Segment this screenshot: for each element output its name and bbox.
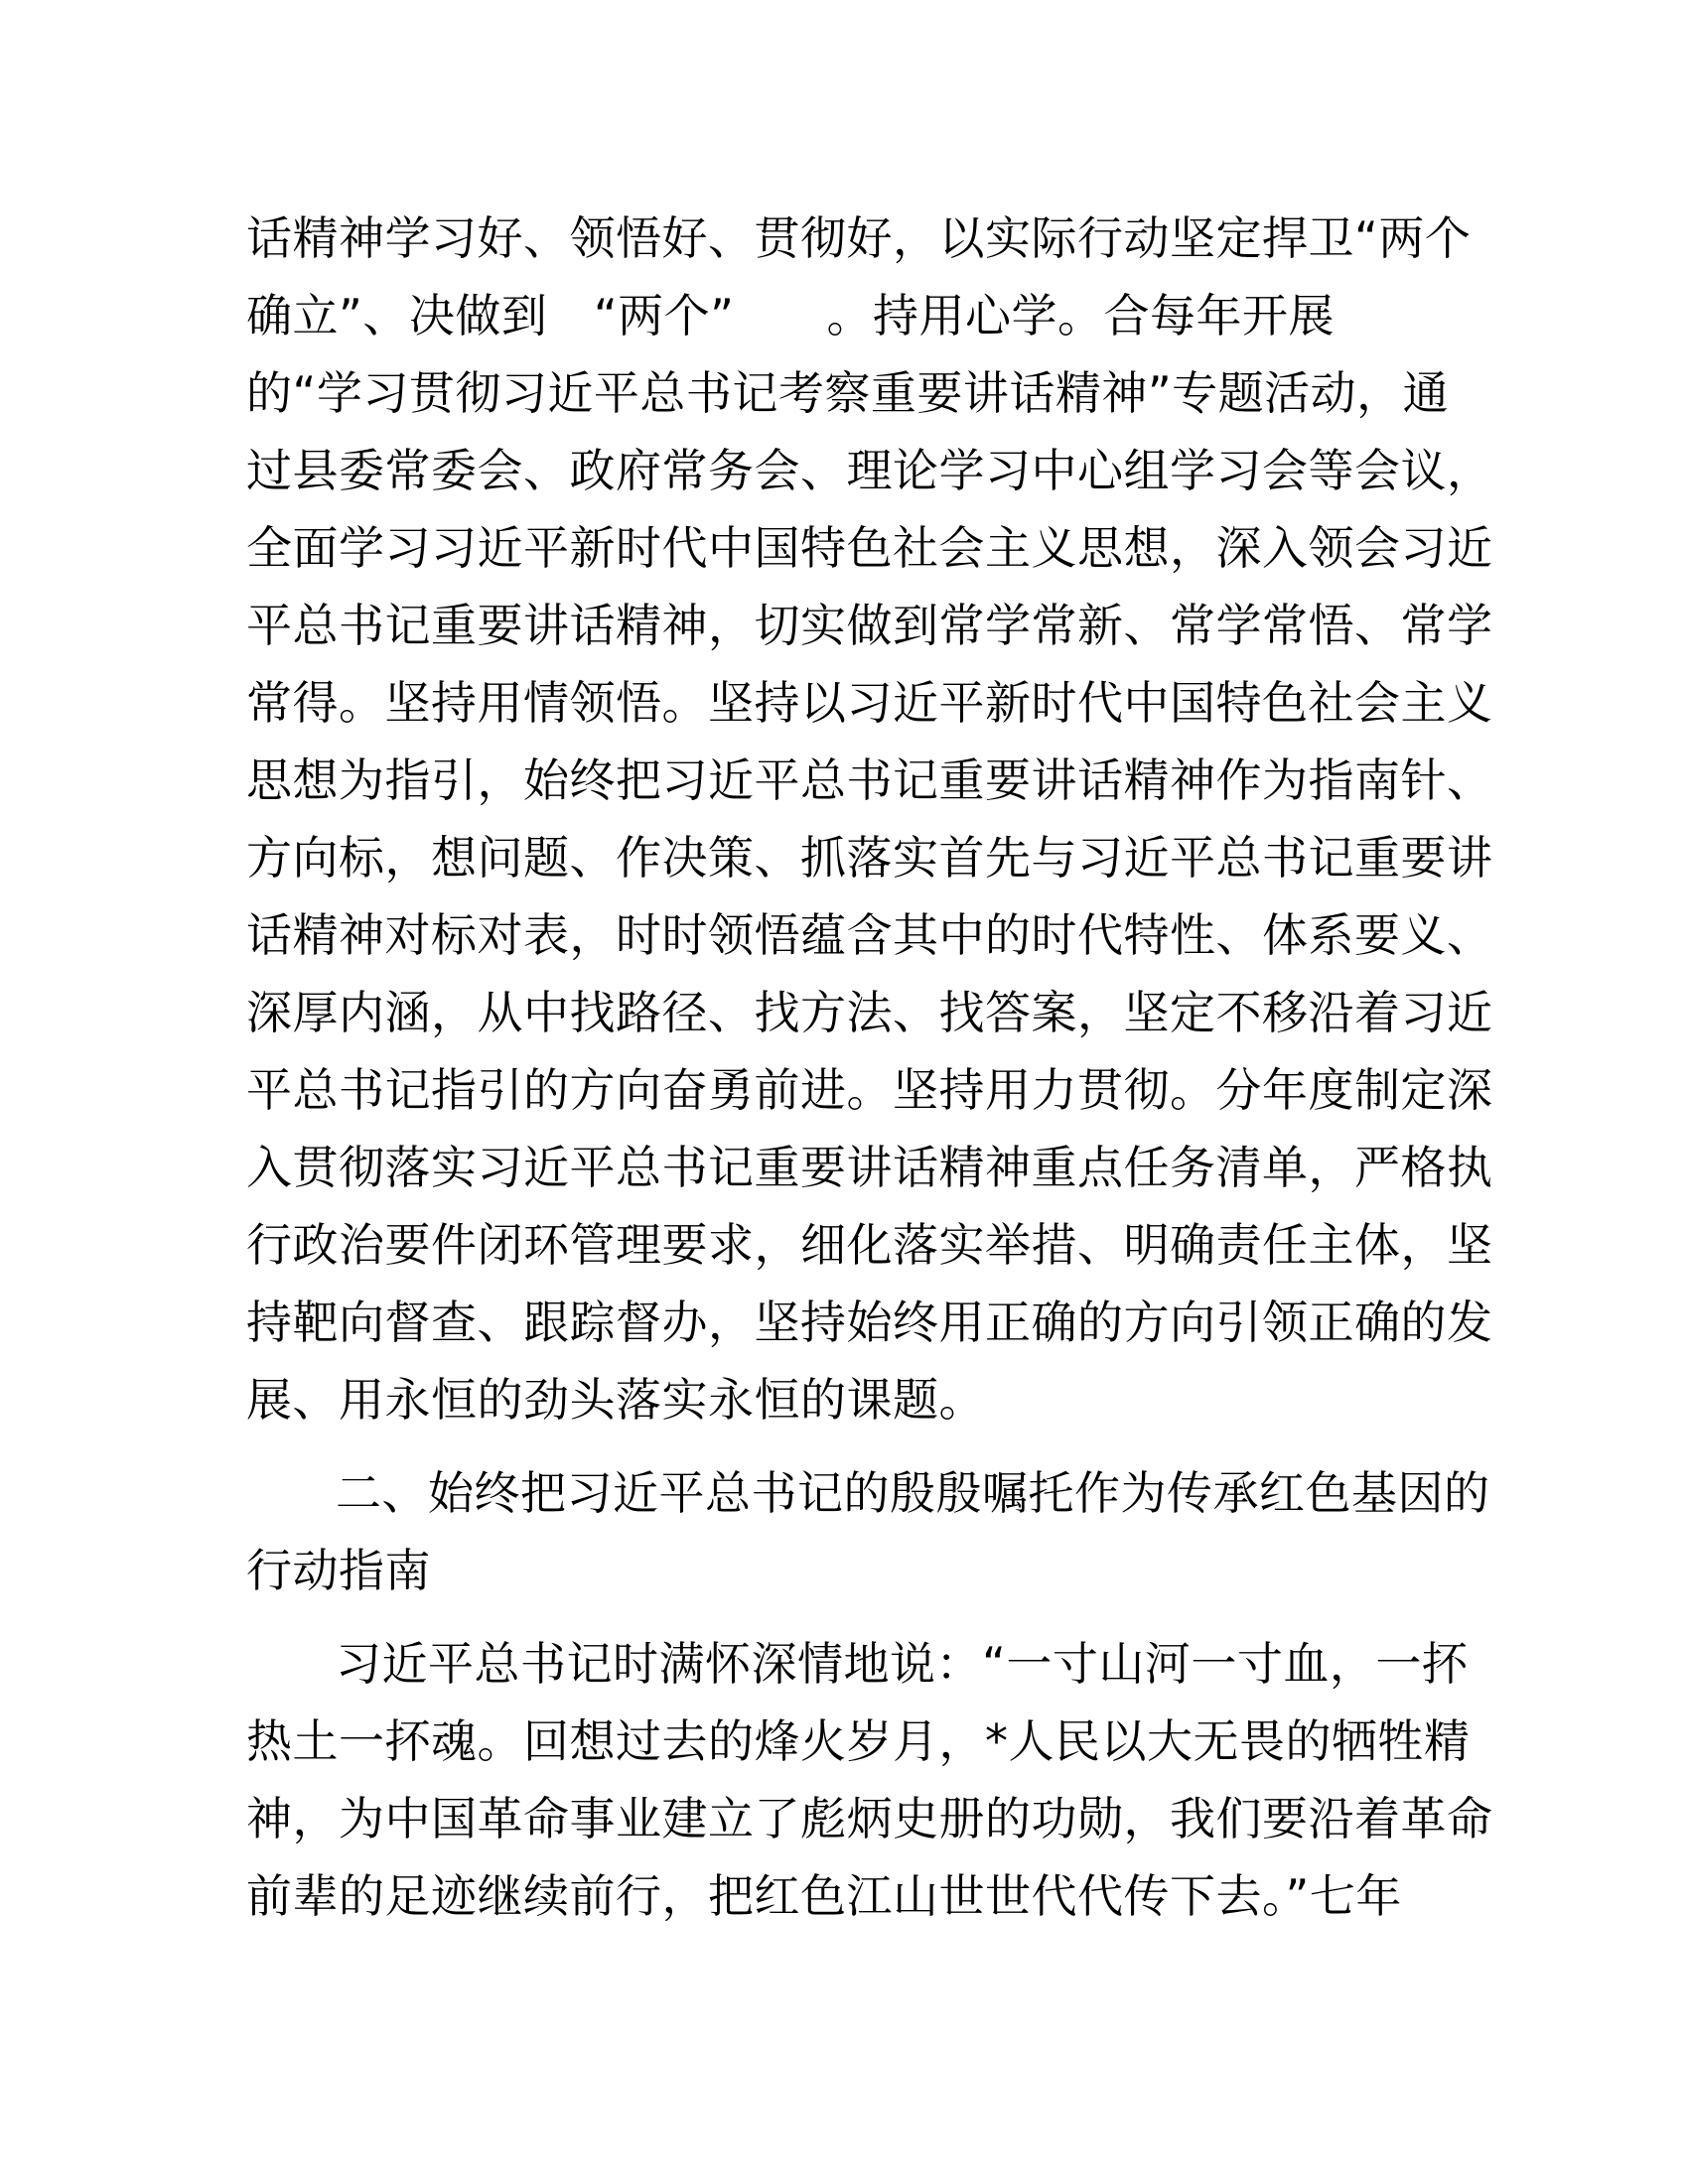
text-line: 平总书记指引的方向奋勇前进。坚持用力贯彻。分年度制定深 xyxy=(246,1063,1493,1117)
text-line: 话精神对标对表，时时领悟蕴含其中的时代特性、体系要义、 xyxy=(246,908,1493,962)
text-line: 平总书记重要讲话精神，切实做到常学常新、常学常悟、常学 xyxy=(246,599,1493,652)
text-line: 话精神学习好、领悟好、贯彻好，以实际行动坚定捍卫“两个 xyxy=(246,211,1472,265)
heading-line: 二、始终把习近平总书记的殷殷嘱托作为传承红色基因的 xyxy=(336,1466,1490,1520)
text-line: 确立”、决做到 “两个” 。持用心学。合每年开展 xyxy=(246,289,1335,342)
text-line: 思想为指引，始终把习近平总书记重要讲话精神作为指南针、 xyxy=(246,753,1493,807)
text-line: 的“学习贯彻习近平总书记考察重要讲话精神”专题活动，通 xyxy=(246,366,1450,420)
text-line: 入贯彻落实习近平总书记重要讲话精神重点任务清单，严格执 xyxy=(246,1141,1493,1194)
text-line: 过县委常委会、政府常务会、理论学习中心组学习会等会议， xyxy=(246,444,1493,497)
text-line: 常得。坚持用情领悟。坚持以习近平新时代中国特色社会主义 xyxy=(246,676,1493,730)
text-line: 展、用永恒的劲头落实永恒的课题。 xyxy=(246,1373,985,1427)
text-line: 热土一抔魂。回想过去的烽火岁月，*人民以大无畏的牺牲精 xyxy=(246,1714,1471,1768)
text-line: 全面学习习近平新时代中国特色社会主义思想，深入领会习近 xyxy=(246,521,1493,575)
text-line: 行政治要件闭环管理要求，细化落实举措、明确责任主体，坚 xyxy=(246,1218,1493,1272)
text-line: 深厚内涵，从中找路径、找方法、找答案，坚定不移沿着习近 xyxy=(246,986,1493,1039)
text-line: 前辈的足迹继续前行，把红色江山世世代代传下去。”七年 xyxy=(246,1869,1402,1923)
heading-line: 行动指南 xyxy=(246,1544,431,1597)
text-line: 神，为中国革命事业建立了彪炳史册的功勋，我们要沿着革命 xyxy=(246,1792,1493,1845)
text-line: 方向标，想问题、作决策、抓落实首先与习近平总书记重要讲 xyxy=(246,831,1493,885)
text-line: 持靶向督查、跟踪督办，坚持始终用正确的方向引领正确的发 xyxy=(246,1296,1493,1349)
text-line: 习近平总书记时满怀深情地说：“一寸山河一寸血，一抔 xyxy=(336,1637,1469,1691)
